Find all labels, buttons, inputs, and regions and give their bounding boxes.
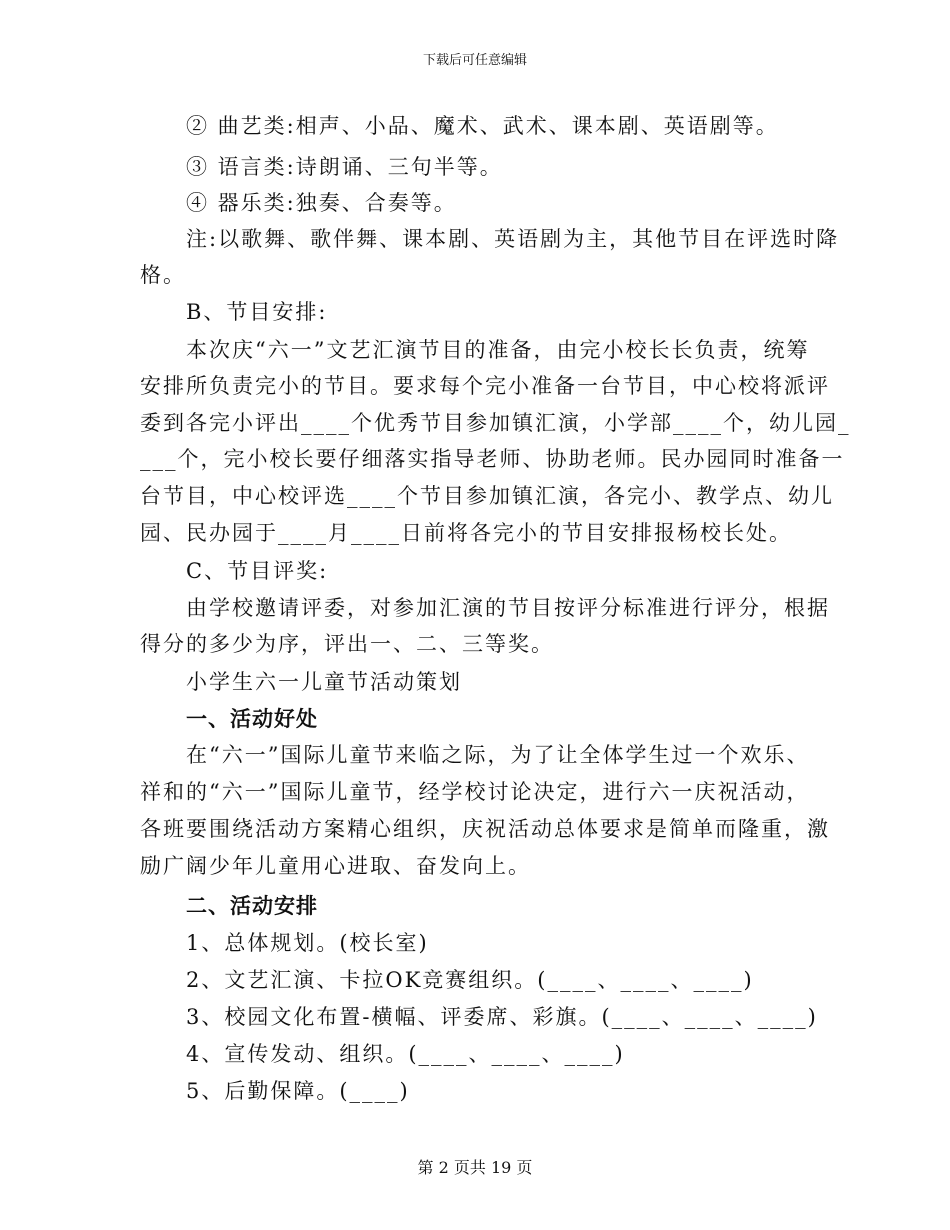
section-heading-1: 一、活动好处 [186,707,318,731]
document-title: 小学生六一儿童节活动策划 [186,670,462,694]
list-item: 2、文艺汇演、卡拉OK竞赛组织。(____、____、____) [186,968,754,992]
paragraph-line: ③ 语言类:诗朗诵、三句半等。 [186,155,503,179]
paragraph-line: 由学校邀请评委，对参加汇演的节目按评分标准进行评分，根据 [186,596,830,620]
paragraph-line: 励广阔少年儿童用心进取、奋发向上。 [140,854,531,878]
paragraph-line: 祥和的“六一”国际儿童节，经学校讨论决定，进行六一庆祝活动， [140,780,810,804]
section-heading-2: 二、活动安排 [186,894,318,918]
list-item: 5、后勤保障。(____) [186,1079,410,1103]
paragraph-line: 格。 [140,263,186,287]
list-item: 4、宣传发动、组织。(____、____、____) [186,1042,625,1066]
paragraph-line: 得分的多少为序，评出一、二、三等奖。 [140,632,554,656]
paragraph-line: ___个，完小校长要仔细落实指导老师、协助老师。民办园同时准备一 [140,447,845,471]
paragraph-line: 本次庆“六一”文艺汇演节目的准备，由完小校长长负责，统筹 [186,338,810,362]
section-heading-c: C、节目评奖: [186,559,329,583]
page-header: 下载后可任意编辑 [422,53,527,68]
paragraph-line: ② 曲艺类:相声、小品、魔术、武术、课本剧、英语剧等。 [186,114,779,138]
page-footer: 第 2 页共 19 页 [417,1158,533,1177]
paragraph-line: 委到各完小评出____个优秀节目参加镇汇演，小学部____个，幼儿园_ [140,411,851,435]
paragraph-line: 注:以歌舞、歌伴舞、课本剧、英语剧为主，其他节目在评选时降 [186,227,840,251]
paragraph-line: 园、民办园于____月____日前将各完小的节目安排报杨校长处。 [140,521,792,545]
paragraph-line: 台节目，中心校评选____个节目参加镇汇演，各完小、教学点、幼儿 [140,484,834,508]
paragraph-line: 各班要围绕活动方案精心组织，庆祝活动总体要求是简单而隆重，激 [140,817,830,841]
list-item: 1、总体规划。(校长室) [186,931,429,955]
list-item: 3、校园文化布置-横幅、评委席、彩旗。(____、____、____) [186,1005,818,1029]
paragraph-line: 安排所负责完小的节目。要求每个完小准备一台节目，中心校将派评 [140,374,830,398]
section-heading-b: B、节目安排: [186,300,328,324]
paragraph-line: ④ 器乐类:独奏、合奏等。 [186,191,457,215]
paragraph-line: 在“六一”国际儿童节来临之际，为了让全体学生过一个欢乐、 [186,743,810,767]
